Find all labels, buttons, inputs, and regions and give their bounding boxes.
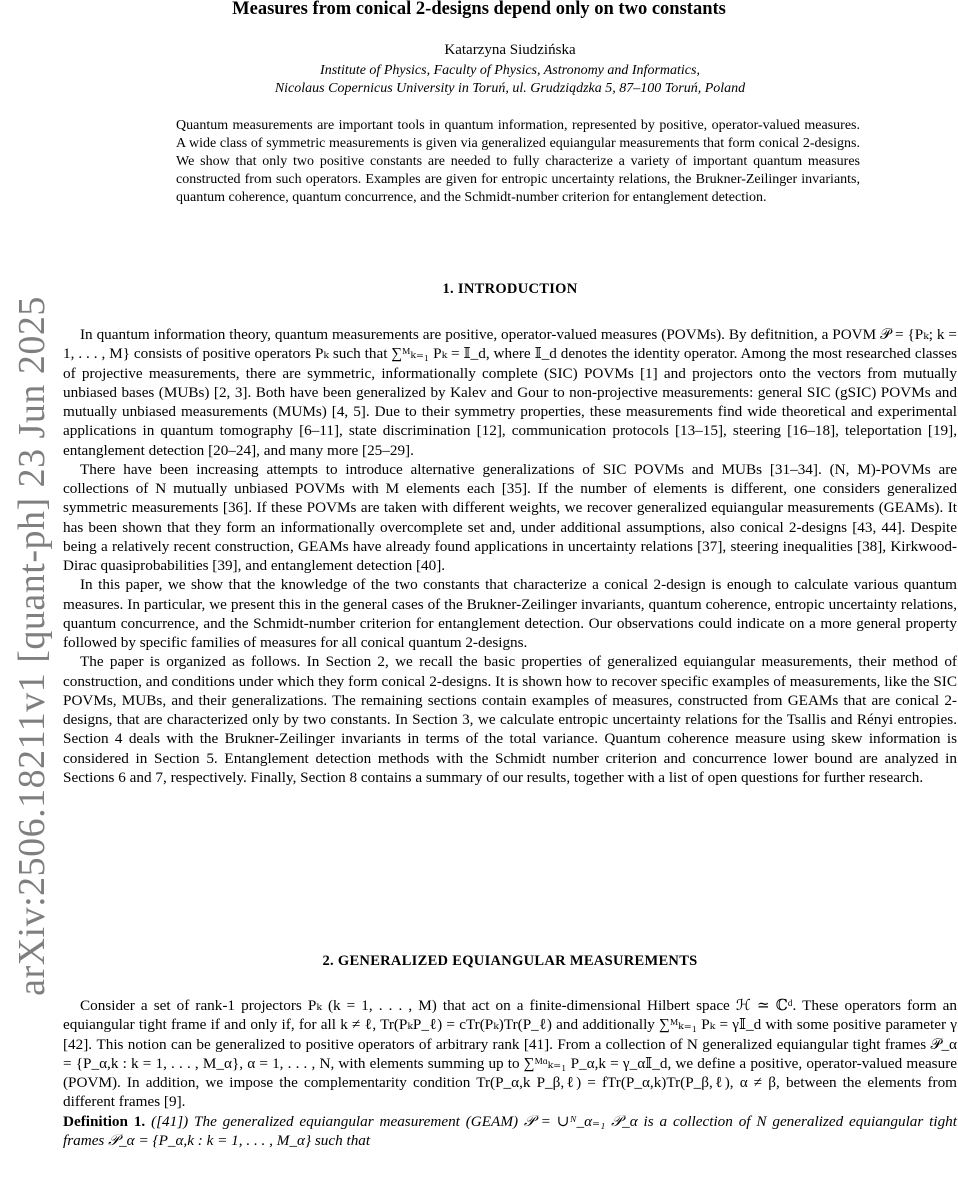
arxiv-side-stamp: arXiv:2506.18211v1 [quant-ph] 23 Jun 2025 [11, 296, 53, 996]
author-name: Katarzyna Siudzińska [444, 42, 576, 58]
section-heading-introduction: 1. INTRODUCTION [442, 281, 578, 297]
paragraph: There have been increasing attempts to introduce alternative generalizations of SIC POVMs and MUBs [31–34]. (N, M)-POVMs are collections of N mutually unbiased POVMs with M elements each [35]. If the number of elements is different, one considers generalized symmetric measurements [36]. If these POVMs are taken with different weights, we recover generalized equiangular measurements (GEAMs). It has been shown that they form an informationally overcomplete set and, under additional assumptions, also conical 2-designs [43, 44]. Despite being a relatively recent construction, GEAMs have already found applications in uncertainty relations [37], steering inequalities [38], Kirkwood-Dirac quasiprobabilities [39], and entanglement detection [40]. [63, 460, 957, 574]
introduction-body [63, 325, 957, 787]
geam-body [63, 996, 957, 1150]
definition-1 [63, 1112, 957, 1151]
definition-text: ([41]) The generalized equiangular measurement (GEAM) 𝒫 = ∪ᴺ_α₌₁ 𝒫_α is a collection of N generalized equiangular tight frames 𝒫_α = {P_α,k : k = 1, . . . , M_α} such that [63, 1112, 957, 1149]
author-affiliation [0, 62, 958, 98]
paragraph: Consider a set of rank-1 projectors Pₖ (k = 1, . . . , M) that act on a finite-dimensional Hilbert space ℋ ≃ ℂᵈ. These operators form an equiangular tight frame if and only if, for all k ≠ ℓ, Tr(PₖP_ℓ) = cTr(Pₖ)Tr(P_ℓ) and additionally ∑ᴹₖ₌₁ Pₖ = γ𝕀_d with some positive parameter γ [42]. This notion can be generalized to positive operators of arbitrary rank [41]. From a collection of N generalized equiangular tight frames 𝒫_α = {P_α,k : k = 1, . . . , M_α}, α = 1, . . . , N, with elements summing up to ∑ᴹᵅₖ₌₁ P_α,k = γ_α𝕀_d, we define a positive, operator-valued measure (POVM). In addition, we impose the complementarity condition Tr(P_α,k P_β,ℓ) = fTr(P_α,k)Tr(P_β,ℓ), α ≠ β, between the elements from different frames [9]. [63, 997, 957, 1111]
affiliation-line-2: Nicolaus Copernicus University in Toruń, ul. Grudziądzka 5, 87–100 Toruń, Poland [274, 81, 746, 96]
paragraph: In this paper, we show that the knowledge of the two constants that characterize a conical 2-design is enough to calculate various quantum measures. In particular, we present this in the general cases of the Brukner-Zeilinger invariants, quantum coherence, entropic uncertainty relations, quantum concurrence, and the Schmidt-number criterion for entanglement detection. Our observations could indicate on a more general property followed by specific families of measures for all conical quantum 2-designs. [63, 576, 957, 651]
paragraph: The paper is organized as follows. In Section 2, we recall the basic properties of generalized equiangular measurements, their method of construction, and conditions under which they form conical 2-designs. It is shown how to recover specific examples of measurements, like the SIC POVMs, MUBs, and their generalizations. The remaining sections contain examples of measures, constructed from GEAMs that are conical 2-designs, that are characterized only by two constants. In Section 3, we calculate entropic uncertainty relations for the Tsallis and Rényi entropies. Section 4 deals with the Brukner-Zeilinger invariants in terms of the total variance. Quantum coherence measure using skew information is considered in Section 5. Entanglement detection methods with the Schmidt number criterion and concurrence lower bound are analyzed in Sections 6 and 7, respectively. Finally, Section 8 contains a summary of our results, together with a list of open questions for further research. [63, 653, 957, 786]
definition-label: Definition 1. [63, 1112, 146, 1130]
paper-title: Measures from conical 2-designs depend only on two constants [232, 0, 726, 19]
affiliation-line-1: Institute of Physics, Faculty of Physics, Astronomy and Informatics, [320, 63, 700, 78]
section-heading-geam: 2. GENERALIZED EQUIANGULAR MEASUREMENTS [322, 953, 698, 969]
abstract: Quantum measurements are important tools in quantum information, represented by positive, operator-valued measures. A wide class of symmetric measurements is given via generalized equiangular measurements that form conical 2-designs. We show that only two positive constants are needed to fully characterize a variety of important quantum measures constructed from such operators. Examples are given for entropic uncertainty relations, the Brukner-Zeilinger invariants, quantum coherence, quantum concurrence, and the Schmidt-number criterion for entanglement detection. [176, 118, 860, 205]
paragraph: In quantum information theory, quantum measurements are positive, operator-valued measures (POVMs). By defitnition, a POVM 𝒫 = {Pₖ; k = 1, . . . , M} consists of positive operators Pₖ such that ∑ᴹₖ₌₁ Pₖ = 𝕀_d, where 𝕀_d denotes the identity operator. Among the most researched classes of projective measurements, there are symmetric, informationally complete (SIC) POVMs [1] and projectors onto the vectors from mutually unbiased bases (MUBs) [2, 3]. Both have been generalized by Kalev and Gour to non-projective measurements: general SIC (gSIC) POVMs and mutually unbiased measurements (MUMs) [4, 5]. Due to their symmetry properties, these measurements find wide theoretical and experimental applications in quantum tomography [6–11], state discrimination [12], communication protocols [13–15], steering [16–18], teleportation [19], entanglement detection [20–24], and many more [25–29]. [63, 326, 957, 459]
